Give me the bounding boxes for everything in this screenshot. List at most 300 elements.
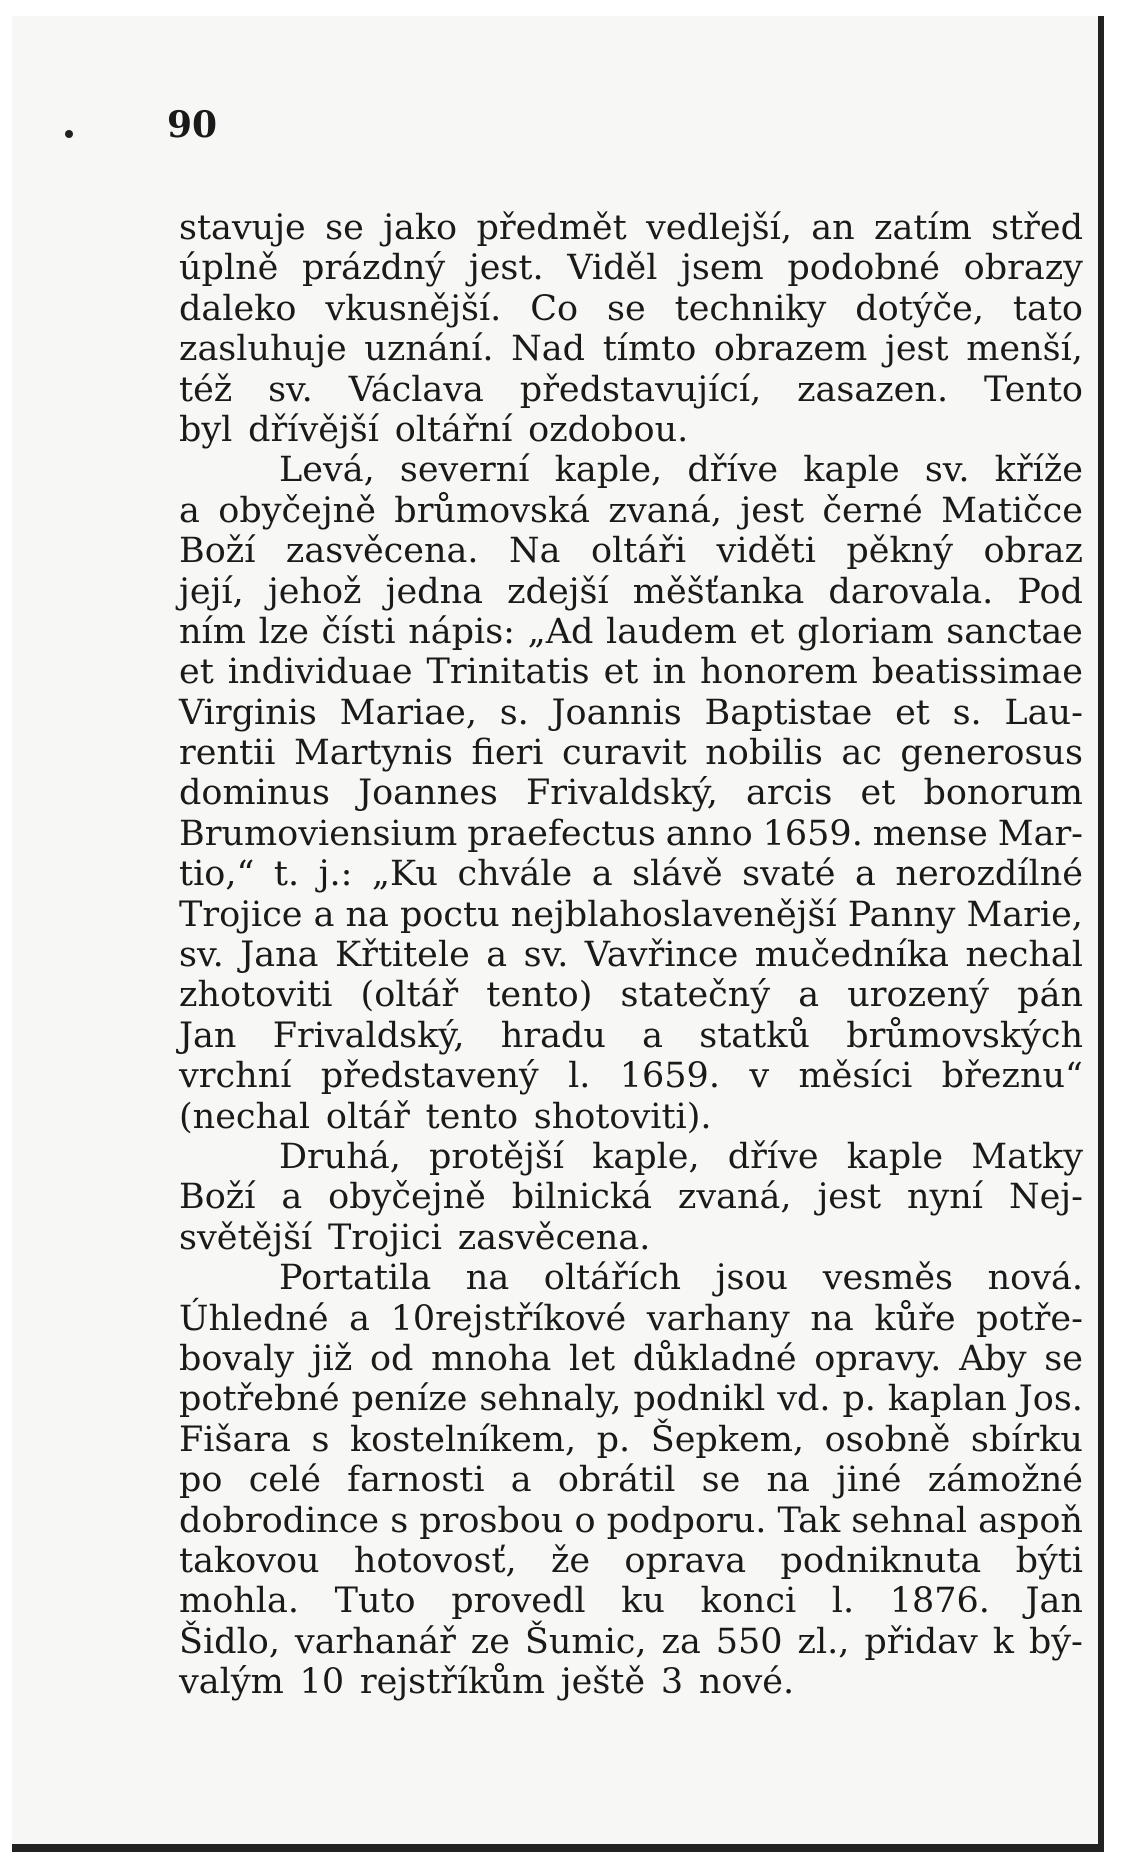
word: Matičce	[941, 490, 1083, 531]
word: jako	[383, 208, 458, 248]
word: 10rejstříkové	[390, 1298, 627, 1339]
word: sehnal	[851, 1500, 968, 1541]
word: zvaná,	[677, 1177, 792, 1218]
word: varhany	[646, 1298, 790, 1339]
word: na	[810, 1298, 854, 1339]
word: (oltář	[360, 975, 459, 1016]
word: Jan	[179, 1015, 237, 1056]
word: an	[811, 208, 855, 248]
word: arcis	[745, 773, 833, 814]
text-line	[179, 1662, 1083, 1702]
word: od	[369, 1338, 414, 1379]
word: kříže	[994, 450, 1083, 491]
word: Pod	[1017, 571, 1083, 612]
word: generosus	[900, 733, 1083, 774]
page-number: 90	[167, 104, 218, 146]
word: svaté	[742, 854, 836, 895]
word: rentii	[179, 733, 276, 774]
word: bý-	[1028, 1621, 1083, 1662]
word: dotýče,	[855, 288, 984, 329]
word: Viděl	[567, 248, 658, 289]
word: et	[179, 652, 214, 693]
word: l.	[831, 1581, 855, 1622]
word: podobné	[787, 248, 941, 289]
word: mense	[872, 813, 988, 854]
word: obrazy	[963, 248, 1083, 289]
word: oltářní	[394, 409, 513, 450]
word: et	[895, 692, 930, 733]
word: fieri	[471, 733, 544, 774]
word: Trojice	[179, 894, 303, 935]
word: byl	[179, 409, 233, 450]
word: vd.	[777, 1379, 831, 1420]
word: pán	[1017, 975, 1083, 1016]
word: Portatila	[279, 1258, 432, 1299]
word: v	[749, 1056, 770, 1097]
text-line	[179, 450, 1083, 490]
word: Mariae,	[339, 692, 477, 733]
word: Na	[508, 531, 561, 572]
word: 550	[715, 1621, 783, 1662]
word: daleko	[179, 288, 297, 329]
text-line	[179, 1137, 1083, 1177]
word: představený	[320, 1056, 539, 1097]
word: Václava	[348, 369, 484, 410]
text-line	[179, 773, 1083, 813]
word: poctu	[399, 894, 500, 935]
word: Trojici	[327, 1217, 442, 1258]
text-line	[179, 491, 1083, 531]
word: Joannis	[551, 692, 682, 733]
word: na	[465, 1258, 510, 1299]
word: statečný	[620, 975, 771, 1016]
word: nápis:	[408, 611, 515, 652]
word: Aby	[959, 1338, 1027, 1379]
word: 1659.	[619, 1056, 720, 1097]
word: nechal	[965, 935, 1083, 976]
word: se	[325, 208, 364, 248]
word: mohla.	[179, 1581, 299, 1622]
text-line	[179, 1541, 1083, 1581]
word: t.	[273, 854, 300, 895]
word: vkusnější.	[325, 288, 502, 329]
text-line	[179, 1339, 1083, 1379]
word: Boží	[179, 1177, 256, 1218]
word: darovala.	[828, 571, 994, 612]
word: zvaná,	[608, 490, 723, 531]
word: laudem	[606, 611, 737, 652]
word: bovaly	[179, 1338, 295, 1379]
word: honorem	[700, 652, 858, 693]
word: též	[179, 369, 233, 410]
word: menší,	[966, 329, 1083, 370]
word: prázdný	[302, 248, 446, 289]
word: opravy.	[814, 1338, 942, 1379]
word: obyčejně	[218, 490, 376, 531]
word: se	[1044, 1338, 1083, 1379]
word: Marie,	[966, 894, 1083, 935]
word: s	[311, 1419, 330, 1460]
word: varhanář	[294, 1621, 456, 1662]
word: a	[591, 854, 613, 895]
word: nejblahoslavenější	[510, 894, 837, 935]
book-page	[12, 16, 1104, 1852]
word: kaple	[803, 450, 900, 491]
word: slávě	[632, 854, 723, 895]
word: vrchní	[179, 1056, 292, 1097]
word: mučedníka	[754, 935, 950, 976]
word: nerozdílné	[895, 854, 1083, 895]
text-line	[179, 1622, 1083, 1662]
word: světější	[179, 1217, 313, 1258]
word: viděti	[716, 531, 816, 572]
word: potře-	[976, 1298, 1083, 1339]
word: se	[607, 288, 646, 329]
word: tento	[425, 1096, 519, 1137]
word: severní	[399, 450, 530, 491]
word: Druhá,	[279, 1136, 401, 1177]
word: takovou	[179, 1540, 320, 1581]
word: Fišara	[179, 1419, 291, 1460]
word: a	[798, 975, 820, 1016]
word: in	[652, 652, 687, 693]
word: Jan	[1025, 1581, 1083, 1622]
word: kůře	[874, 1298, 956, 1339]
word: dříve	[687, 450, 779, 491]
word: zasluhuje	[179, 329, 347, 370]
word: ozdobou.	[528, 409, 689, 450]
word: Jana	[240, 935, 319, 976]
paragraph	[179, 450, 1083, 1137]
word: protější	[429, 1136, 564, 1177]
word: podniknuta	[780, 1540, 982, 1581]
word: l.	[568, 1056, 591, 1097]
word: p.	[596, 1419, 631, 1460]
word: tato	[1012, 288, 1083, 329]
word: oltáři	[590, 531, 687, 572]
word: čísti	[321, 611, 396, 652]
text-line	[179, 612, 1083, 652]
word: představující,	[519, 369, 762, 410]
word: Joannes	[358, 773, 498, 814]
word: Boží	[179, 531, 256, 572]
word: nobilis	[705, 733, 823, 774]
word: a	[510, 1460, 532, 1501]
word: jest.	[468, 248, 544, 289]
word: oprava	[624, 1540, 747, 1581]
word: et	[603, 652, 639, 693]
word: předmět	[476, 208, 627, 248]
word: březnu“	[941, 1056, 1083, 1097]
text-line	[179, 693, 1083, 733]
word: sv.	[523, 935, 569, 976]
word: kaple,	[554, 450, 663, 491]
word: býti	[1015, 1540, 1083, 1581]
text-line	[179, 1258, 1083, 1298]
word: praefectus	[467, 813, 656, 854]
text-line	[179, 289, 1083, 329]
text-line	[179, 1420, 1083, 1460]
word: zdejší	[507, 571, 609, 612]
word: měšťanka	[632, 571, 805, 612]
word: uznání.	[364, 329, 494, 370]
word: Nej-	[1008, 1177, 1083, 1218]
text-line	[179, 1581, 1083, 1621]
word: brůmovských	[846, 1015, 1083, 1056]
paragraph	[179, 208, 1083, 450]
text-line	[179, 895, 1083, 935]
word: Tuto	[334, 1581, 416, 1622]
word: Virginis	[179, 692, 317, 733]
word: oltářích	[543, 1258, 682, 1299]
word: urozený	[847, 975, 990, 1016]
text-line	[179, 1177, 1083, 1217]
text-line	[179, 854, 1083, 894]
word: zhotoviti	[179, 975, 333, 1016]
word: celé	[248, 1460, 321, 1501]
word: kostelníkem,	[349, 1419, 577, 1460]
word: nové.	[698, 1662, 795, 1703]
word: zámožné	[927, 1460, 1083, 1501]
word: techniky	[674, 288, 827, 329]
word: jest	[817, 1177, 882, 1218]
word: nová.	[987, 1258, 1083, 1299]
word: potřebné	[179, 1379, 340, 1420]
word: černé	[822, 490, 923, 531]
word: zasvěcena.	[285, 531, 479, 572]
word: Martynis	[293, 733, 453, 774]
word: sv.	[268, 369, 313, 410]
word: Co	[530, 288, 579, 329]
word: Lau-	[1004, 692, 1083, 733]
text-line	[179, 208, 1083, 248]
word: Tak	[777, 1500, 841, 1541]
text-line	[179, 1299, 1083, 1339]
word: zasazen.	[797, 369, 949, 410]
word: hradu	[500, 1015, 606, 1056]
word: dobrodince	[179, 1500, 380, 1541]
word: obyčejně	[328, 1177, 486, 1218]
word: Šepkem,	[650, 1419, 805, 1460]
word: et	[749, 611, 785, 652]
word: Frivaldský,	[272, 1015, 465, 1056]
word: zatím	[874, 208, 972, 248]
word: Baptistae	[704, 692, 873, 733]
word: Mar-	[997, 813, 1083, 854]
text-line	[179, 935, 1083, 975]
text-line	[179, 1460, 1083, 1500]
word: gloriam	[797, 611, 934, 652]
word: přidav	[864, 1621, 978, 1662]
word: konci	[700, 1581, 797, 1622]
word: jsem	[681, 248, 764, 289]
word: po	[179, 1460, 223, 1501]
word: 3	[660, 1662, 684, 1703]
word: aspoň	[978, 1500, 1083, 1541]
word: pěkný	[846, 531, 953, 572]
word: obraz	[983, 531, 1083, 572]
word: tímto	[602, 329, 697, 370]
word: podnikl	[633, 1379, 766, 1420]
word: na	[345, 894, 389, 935]
word: beatissimae	[871, 652, 1083, 693]
word: Šumic,	[524, 1621, 647, 1662]
word: stavuje	[179, 208, 306, 248]
word: Vavřince	[584, 935, 739, 976]
word: Šidlo,	[179, 1621, 280, 1662]
text-line	[179, 410, 1083, 450]
word: na	[766, 1460, 810, 1501]
word: tento)	[486, 975, 593, 1016]
word: ještě	[560, 1662, 646, 1703]
word: již	[311, 1338, 353, 1379]
text-line	[179, 1056, 1083, 1096]
word: statků	[699, 1015, 810, 1056]
word: měsíci	[798, 1056, 913, 1097]
word: že	[550, 1540, 591, 1581]
text-line	[179, 572, 1083, 612]
word: Frivaldský,	[525, 773, 718, 814]
word: a	[179, 490, 200, 531]
word: Tento	[983, 369, 1083, 410]
word: jedna	[385, 571, 483, 612]
word: ku	[621, 1581, 665, 1622]
word: Levá,	[279, 450, 375, 491]
word: prosbou	[419, 1500, 564, 1541]
paragraph	[179, 1137, 1083, 1258]
word: úplně	[179, 248, 279, 289]
word: bilnická	[511, 1177, 652, 1218]
word: Brumoviensium	[179, 813, 458, 854]
text-line	[179, 652, 1083, 692]
word: ze	[470, 1621, 510, 1662]
text-line	[179, 248, 1083, 288]
page-speck	[65, 130, 73, 138]
word: za	[661, 1621, 701, 1662]
word: Jos.	[1018, 1379, 1083, 1420]
text-line	[179, 1218, 1083, 1258]
text-line	[179, 1097, 1083, 1137]
word: jest	[884, 329, 949, 370]
word: „Ku	[371, 854, 438, 895]
word: a	[486, 935, 508, 976]
word: sv.	[924, 450, 970, 491]
word: s.	[499, 692, 529, 733]
word: kaplan	[887, 1379, 1007, 1420]
word: obrátil	[557, 1460, 676, 1501]
word: se	[701, 1460, 741, 1501]
word: a	[642, 1015, 663, 1056]
paragraph	[179, 1258, 1083, 1702]
word: anno	[665, 813, 753, 854]
word: o	[574, 1500, 596, 1541]
word: vesměs	[822, 1258, 953, 1299]
text-line	[179, 1016, 1083, 1056]
word: „Ad	[527, 611, 594, 652]
word: Trinitatis	[426, 652, 590, 693]
word: obrazem	[713, 329, 868, 370]
body-text	[179, 208, 1083, 1702]
word: nyní	[906, 1177, 984, 1218]
word: j.:	[318, 854, 353, 895]
word: důkladné	[632, 1338, 797, 1379]
word: peníze	[351, 1379, 468, 1420]
word: a	[313, 894, 335, 935]
word: kaple	[846, 1136, 944, 1177]
word: bonorum	[923, 773, 1083, 814]
word: vedlejší,	[646, 208, 792, 248]
word: 1659.	[762, 813, 863, 854]
word: sbírku	[970, 1419, 1083, 1460]
text-line	[179, 370, 1083, 410]
word: sanctae	[946, 611, 1083, 652]
word: Úhledné	[179, 1298, 329, 1339]
word: oltář	[325, 1096, 410, 1137]
word: sehnaly,	[479, 1379, 622, 1420]
word: dominus	[179, 773, 330, 814]
word: zasvěcena.	[457, 1217, 651, 1258]
word: provedl	[451, 1581, 586, 1622]
word: sv.	[179, 935, 224, 976]
word: ním	[179, 611, 246, 652]
word: její,	[179, 571, 244, 612]
word: ac	[841, 733, 882, 774]
word: let	[569, 1338, 616, 1379]
word: rejstříkům	[359, 1662, 546, 1703]
word: a	[855, 854, 876, 895]
word: shotoviti).	[533, 1096, 712, 1137]
word: s.	[952, 692, 982, 733]
word: valým	[179, 1662, 284, 1703]
word: farnosti	[347, 1460, 485, 1501]
word: (nechal	[179, 1096, 311, 1137]
word: osobně	[824, 1419, 951, 1460]
word: individuae	[227, 652, 413, 693]
word: dřívější	[248, 409, 379, 450]
word: lze	[258, 611, 309, 652]
word: chvále	[457, 854, 573, 895]
word: hotovosť,	[353, 1540, 517, 1581]
word: střed	[991, 208, 1083, 248]
word: Křtitele	[334, 935, 470, 976]
text-line	[179, 531, 1083, 571]
word: jehož	[267, 571, 362, 612]
word: jest	[740, 490, 805, 531]
text-line	[179, 1379, 1083, 1419]
text-line	[179, 1501, 1083, 1541]
word: Nad	[511, 329, 586, 370]
word: zl.,	[797, 1621, 850, 1662]
word: jiné	[836, 1460, 902, 1501]
word: dříve	[727, 1136, 819, 1177]
text-line	[179, 975, 1083, 1015]
word: k	[992, 1621, 1014, 1662]
text-line	[179, 733, 1083, 773]
word: Matky	[971, 1136, 1083, 1177]
word: jsou	[715, 1258, 789, 1299]
word: et	[860, 773, 896, 814]
word: curavit	[561, 733, 687, 774]
word: s	[390, 1500, 409, 1541]
word: a	[349, 1298, 371, 1339]
word: 10	[299, 1662, 345, 1703]
word: podporu.	[606, 1500, 767, 1541]
word: brůmovská	[394, 490, 591, 531]
word: Panny	[847, 894, 956, 935]
word: tio,“	[179, 854, 255, 895]
text-line	[179, 329, 1083, 369]
word: p.	[842, 1379, 876, 1420]
